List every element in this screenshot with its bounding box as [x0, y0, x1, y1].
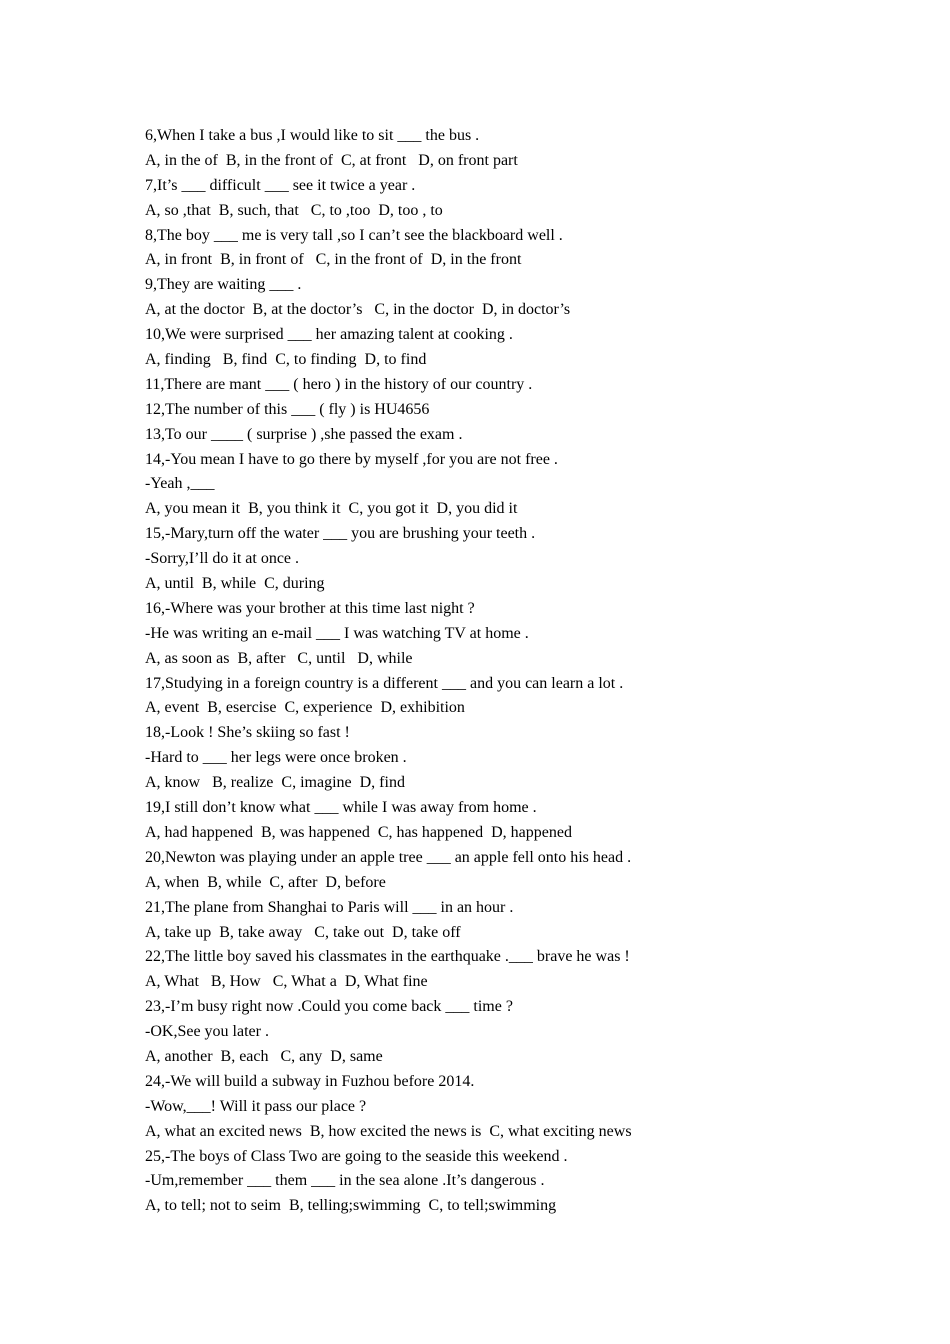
options-21: A, take up B, take away C, take out D, take off	[145, 923, 461, 941]
options-23: A, another B, each C, any D, same	[145, 1047, 383, 1065]
dialogue-line-15: -Sorry,I’ll do it at once .	[145, 550, 300, 568]
options-9: A, at the doctor B, at the doctor’s C, in the doctor D, in doctor’s	[145, 301, 571, 319]
question-9: 9,They are waiting ___ .	[145, 276, 302, 294]
options-17: A, event B, esercise C, experience D, exhibition	[145, 699, 465, 717]
question-22: 22,The little boy saved his classmates in the earthquake .___ brave he was !	[145, 948, 630, 966]
question-10: 10,We were surprised ___ her amazing talent at cooking .	[145, 326, 513, 344]
options-24: A, what an excited news B, how excited the news is C, what exciting news	[145, 1122, 632, 1140]
question-16: 16,-Where was your brother at this time last night ?	[145, 599, 475, 617]
dialogue-line-16: -He was writing an e-mail ___ I was watching TV at home .	[145, 624, 529, 642]
options-19: A, had happened B, was happened C, has happened D, happened	[145, 823, 572, 841]
question-11: 11,There are mant ___ ( hero ) in the history of our country .	[145, 375, 533, 393]
options-10: A, finding B, find C, to finding D, to find	[145, 351, 427, 369]
options-7: A, so ,that B, such, that C, to ,too D, too , to	[145, 201, 443, 219]
question-18: 18,-Look ! She’s skiing so fast !	[145, 724, 350, 742]
question-8: 8,The boy ___ me is very tall ,so I can’t see the blackboard well .	[145, 226, 563, 244]
options-15: A, until B, while C, during	[145, 575, 325, 593]
question-19: 19,I still don’t know what ___ while I was away from home .	[145, 799, 537, 817]
question-17: 17,Studying in a foreign country is a different ___ and you can learn a lot .	[145, 674, 624, 692]
question-6: 6,When I take a bus ,I would like to sit ___ the bus .	[145, 127, 480, 144]
options-22: A, What B, How C, What a D, What fine	[145, 973, 428, 991]
question-24: 24,-We will build a subway in Fuzhou before 2014.	[145, 1072, 475, 1090]
options-8: A, in front B, in front of C, in the front of D, in the front	[145, 251, 522, 269]
dialogue-line-24: -Wow,___! Will it pass our place ?	[145, 1097, 367, 1115]
options-18: A, know B, realize C, imagine D, find	[145, 774, 405, 792]
exercise-text	[145, 124, 865, 1219]
question-20: 20,Newton was playing under an apple tree ___ an apple fell onto his head .	[145, 848, 632, 866]
dialogue-line-25: -Um,remember ___ them ___ in the sea alone .It’s dangerous .	[145, 1172, 545, 1190]
options-6: A, in the of B, in the front of C, at front D, on front part	[145, 151, 518, 169]
question-12: 12,The number of this ___ ( fly ) is HU4656	[145, 400, 430, 418]
question-13: 13,To our ____ ( surprise ) ,she passed the exam .	[145, 425, 463, 443]
question-23: 23,-I’m busy right now .Could you come back ___ time ?	[145, 998, 513, 1016]
dialogue-line-18: -Hard to ___ her legs were once broken .	[145, 749, 407, 767]
dialogue-line-14: -Yeah ,___	[145, 475, 215, 493]
options-16: A, as soon as B, after C, until D, while	[145, 649, 413, 667]
options-20: A, when B, while C, after D, before	[145, 873, 386, 891]
question-14: 14,-You mean I have to go there by myself ,for you are not free .	[145, 450, 558, 468]
options-14: A, you mean it B, you think it C, you got it D, you did it	[145, 500, 518, 518]
dialogue-line-23: -OK,See you later .	[145, 1023, 269, 1041]
question-15: 15,-Mary,turn off the water ___ you are brushing your teeth .	[145, 525, 536, 543]
options-25: A, to tell; not to seim B, telling;swimming C, to tell;swimming	[145, 1197, 557, 1215]
question-25: 25,-The boys of Class Two are going to the seaside this weekend .	[145, 1147, 568, 1165]
question-21: 21,The plane from Shanghai to Paris will ___ in an hour .	[145, 898, 514, 916]
question-7: 7,It’s ___ difficult ___ see it twice a year .	[145, 176, 416, 194]
